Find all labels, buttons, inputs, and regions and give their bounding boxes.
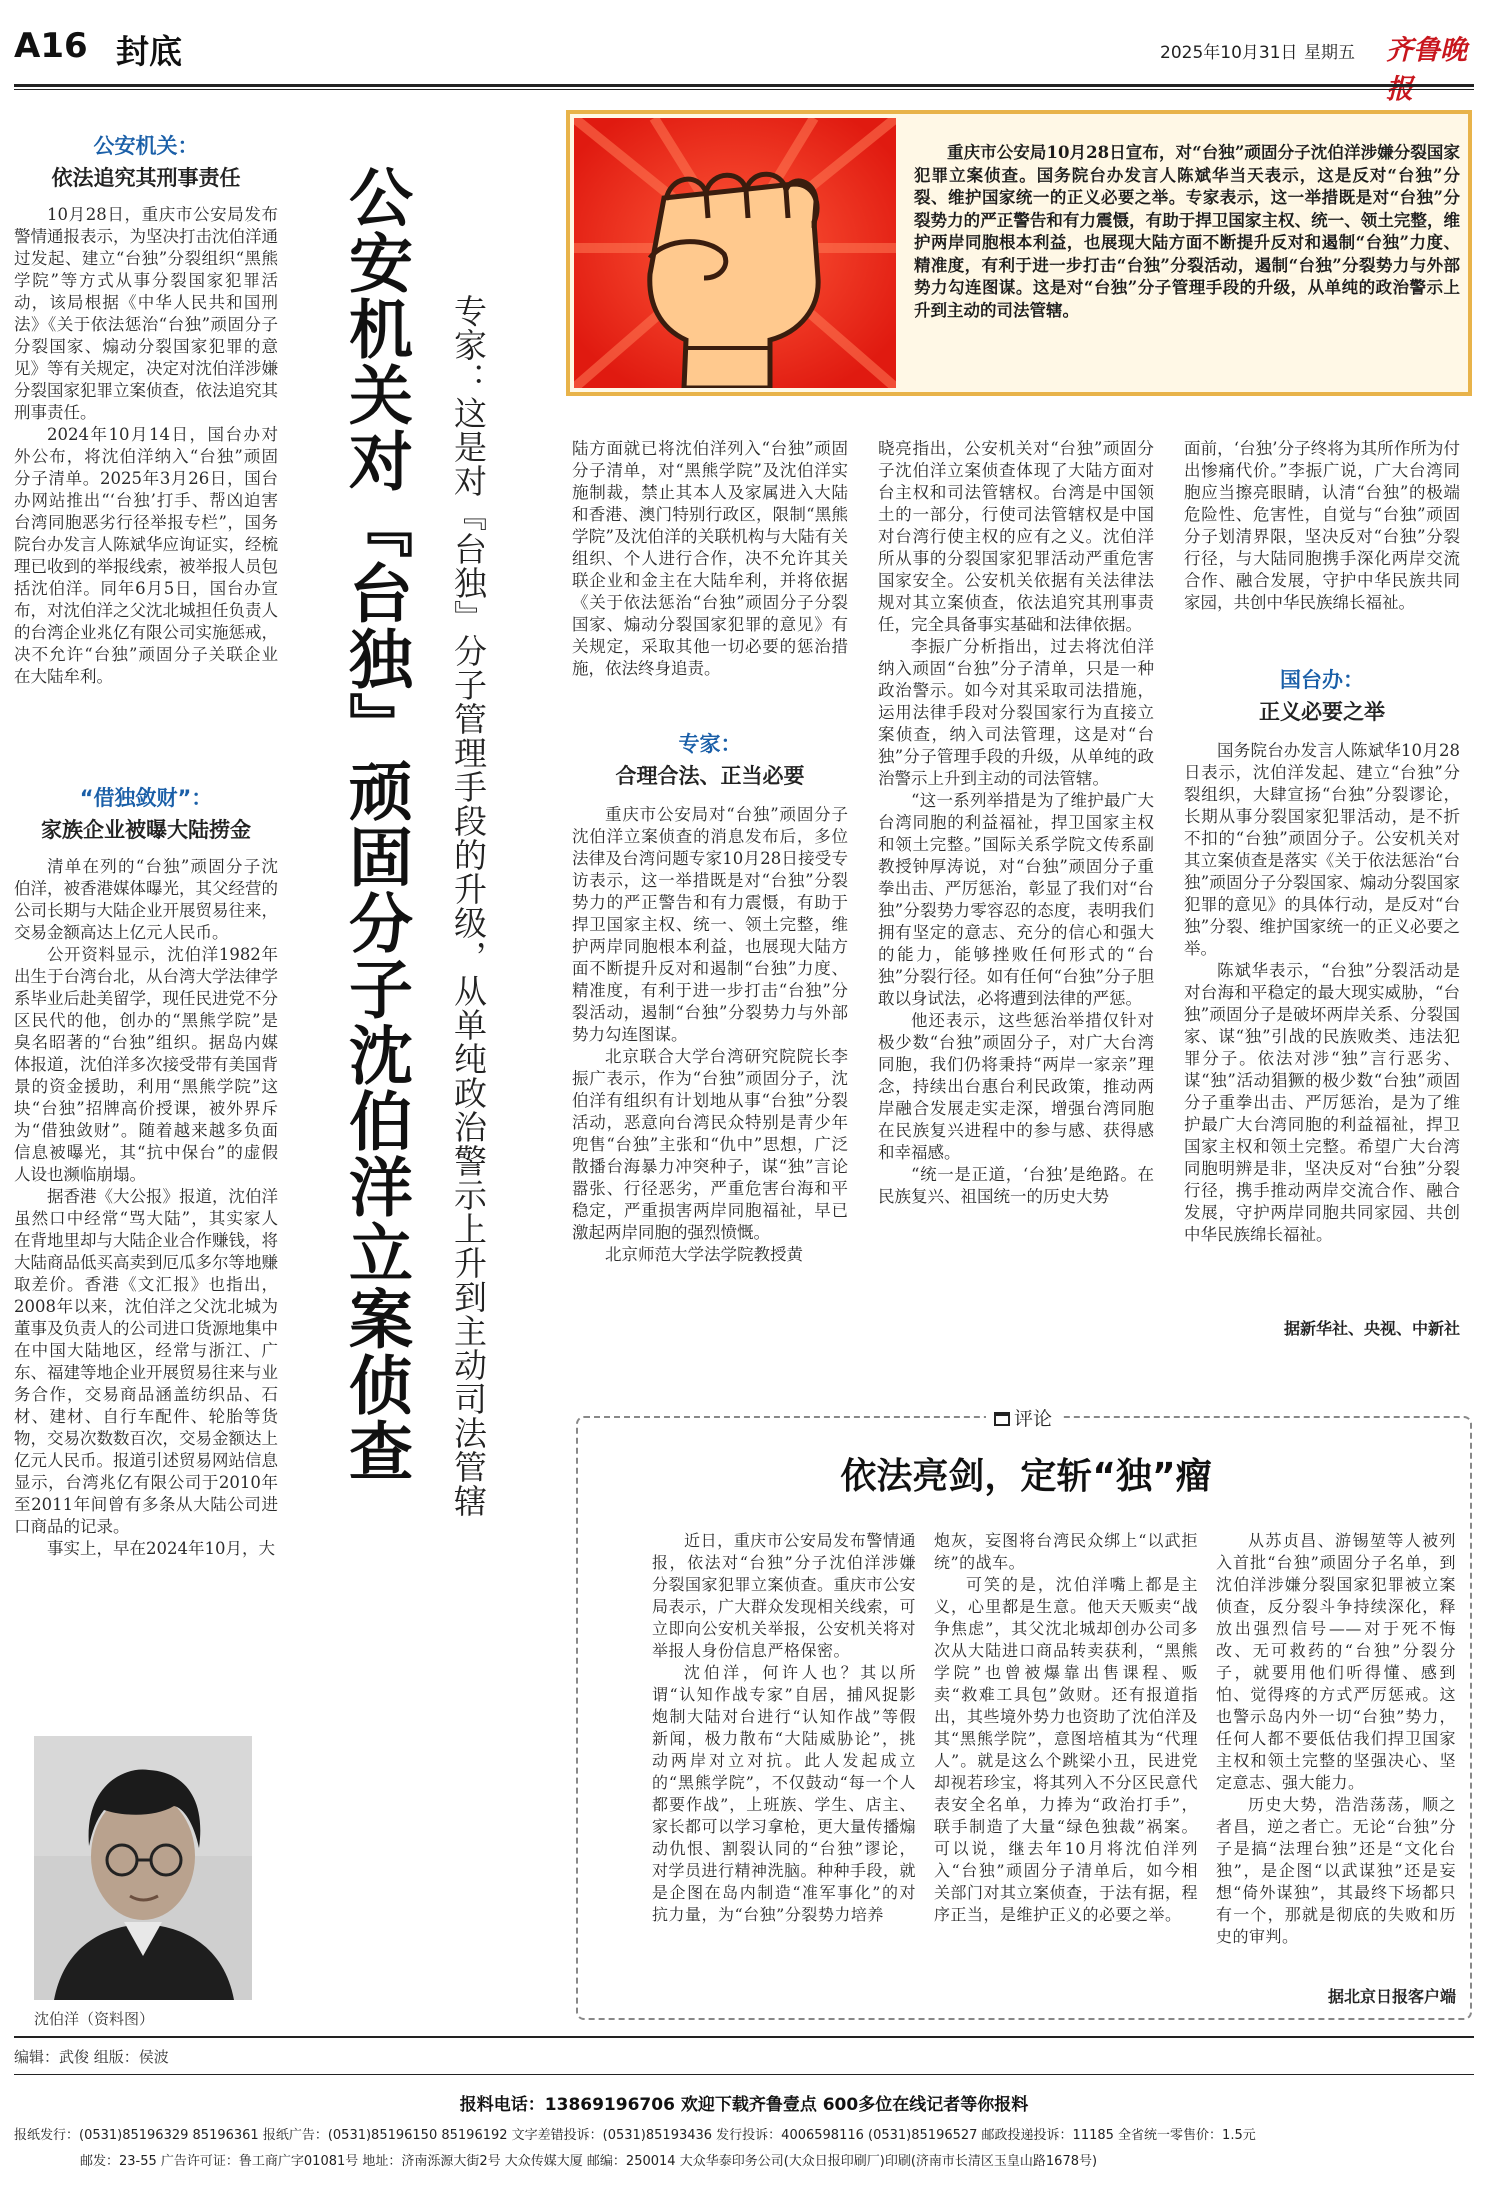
main-headline: 公安机关对『台独』顽固分子沈伯洋立案侦查 bbox=[338, 164, 412, 1484]
commentary-tag-label: 评论 bbox=[1014, 1408, 1053, 1430]
footer-info-line-2: 邮发：23-55 广告许可证：鲁工商广字01081号 地址：济南泺源大街2号 大众传媒大厦 邮编：250014 大众华泰印务公司(大众日报印刷厂)印刷(济南市长清区玉皇山路1678号) bbox=[80, 2154, 1098, 2169]
paragraph: 北京联合大学台湾研究院院长李振广表示，作为“台独”顽固分子，沈伯洋有组织有计划地从事“台独”分裂活动，恶意向台湾民众特别是青少年兜售“台独”主张和“仇中”思想，广泛散播台海暴力冲突种子，谋“独”言论嚣张、行径恶劣，严重危害台海和平稳定，严重损害两岸同胞福祉，早已激起两岸同胞的强烈愤慨。 bbox=[572, 1047, 848, 1242]
paragraph: 北京师范大学法学院教授黄 bbox=[605, 1245, 803, 1264]
left-text-1 bbox=[14, 204, 278, 688]
fist-illustration bbox=[574, 118, 896, 388]
article-source: 据新华社、央视、中新社 bbox=[1283, 1319, 1460, 1338]
paragraph: 从苏贞昌、游锡堃等人被列入首批“台独”顽固分子名单，到沈伯洋涉嫌分裂国家犯罪被立案侦查，反分裂斗争持续深化，释放出强烈信号——对于死不悔改、无可救药的“台独”分裂分子，就要用他们听得懂、感到怕、觉得疼的方式严厉惩戒。这也警示岛内外一切“台独”势力，任何人都不要低估我们捍卫国家主权和领土完整的坚强决心、坚定意志、强大能力。 bbox=[1216, 1531, 1456, 1792]
commentary-col-3 bbox=[1216, 1530, 1456, 1948]
paragraph: 可笑的是，沈伯洋嘴上都是主义，心里都是生意。他天天贩卖“战争焦虑”，其父沈北城却创办公司多次从大陆进口商品转卖获利，“黑熊学院”也曾被爆靠出售课程、贩卖“救难工具包”敛财。还有报道指出，其些境外势力也资助了沈伯洋及其“黑熊学院”，意图培植其为“代理人”。就是这么个跳梁小丑，民进党却视若珍宝，将其列入不分区民意代表安全名单，力捧为“政治打手”，联手制造了大量“绿色独裁”祸案。可以说，继去年10月将沈伯洋列入“台独”顽固分子清单后，如今相关部门对其立案侦查，于法有据，程序正当，是维护正义的必要之举。 bbox=[934, 1575, 1199, 1924]
section-title: 依法追究其刑事责任 bbox=[51, 166, 241, 190]
article-col-1 bbox=[572, 438, 848, 680]
section-label: 国台办： bbox=[1280, 668, 1364, 692]
paragraph: 事实上，早在2024年10月，大 bbox=[47, 1539, 275, 1558]
article-col-3 bbox=[1184, 438, 1460, 614]
paragraph: 据香港《大公报》报道，沈伯洋虽然口中经常“骂大陆”，其实家人在背地里却与大陆企业合作赚钱，将大陆商品低买高卖到厄瓜多尔等地赚取差价。香港《文汇报》也指出，2008年以来，沈伯洋之父沈北城为董事及负责人的公司进口货源地集中在中国大陆地区，经常与浙江、广东、福建等地企业开展贸易往来与业务合作，交易商品涵盖纺织品、石材、建材、自行车配件、轮胎等货物，交易次数数百次，交易金额达上亿元人民币。报道引述贸易网站信息显示，台湾兆亿有限公司于2010年至2011年间曾有多条从大陆公司进口商品的记录。 bbox=[14, 1187, 278, 1536]
article-col-3b bbox=[1184, 740, 1460, 1246]
header-rule-thin bbox=[14, 89, 1474, 90]
raised-fist-icon bbox=[574, 118, 896, 388]
paragraph: 清单在列的“台独”顽固分子沈伯洋，被香港媒体曝光，其父经营的公司长期与大陆企业开展贸易往来，交易金额高达上亿元人民币。 bbox=[14, 857, 278, 942]
paragraph: “这一系列举措是为了维护最广大台湾同胞的利益福祉，捍卫国家主权和领土完整。”国际关系学院文传系副教授钟厚涛说，对“台独”顽固分子重拳出击、严厉惩治，彰显了我们对“台独”分裂势力零容忍的态度，表明我们拥有坚定的意志、充分的信心和强大的能力，能够挫败任何形式的“台独”分裂行径。如有任何“台独”分子胆敢以身试法，必将遭到法律的严惩。 bbox=[878, 791, 1154, 1008]
paragraph: “统一是正道，‘台独’是绝路。在民族复兴、祖国统一的历史大势 bbox=[878, 1165, 1154, 1206]
section-name: 封底 bbox=[116, 32, 182, 71]
paragraph: 晓亮指出，公安机关对“台独”顽固分子沈伯洋立案侦查体现了大陆方面对台主权和司法管辖权。台湾是中国领土的一部分，行使司法管辖权是中国对台湾行使主权的应有之义。沈伯洋所从事的分裂国家犯罪活动严重危害国家安全。公安机关依据有关法律法规对其立案侦查，依法追究其刑事责任，完全具备事实基础和法律依据。 bbox=[878, 439, 1154, 634]
sub-headline: 专家：这是对『台独』分子管理手段的升级，从单纯政治警示上升到主动司法管辖 bbox=[449, 294, 488, 1518]
issue-weekday: 星期五 bbox=[1304, 43, 1355, 63]
paragraph: 陈斌华表示，“台独”分裂活动是对台海和平稳定的最大现实威胁，“台独”顽固分子是破坏两岸关系、分裂国家、谋“独”引战的民族败类、违法犯罪分子。依法对涉“独”言行恶劣、谋“独”活动猖獗的极少数“台独”顽固分子重拳出击、严厉惩治，是为了维护最广大台湾同胞的利益福祉，捍卫国家主权和领土完整。希望广大台湾同胞明辨是非，坚决反对“台独”分裂行径，携手推动两岸交流合作、融合发展，守护两岸同胞共同家园、共创中华民族绵长福祉。 bbox=[1184, 961, 1460, 1244]
intro-text: 重庆市公安局10月28日宣布，对“台独”顽固分子沈伯洋涉嫌分裂国家犯罪立案侦查。国务院台办发言人陈斌华当天表示，这是反对“台独”分裂、维护国家统一的正义必要之举。专家表示，这一举措既是对“台独”分裂势力的严正警告和有力震慑，有助于捍卫国家主权、统一、领土完整，维护两岸同胞根本利益，也展现大陆方面不断提升反对和遏制“台独”力度、精准度，有利于进一步打击“台独”分裂活动，遏制“台独”分裂势力与外部势力勾连图谋。这是对“台独”分子管理手段的升级，从单纯的政治警示上升到主动的司法管辖。 bbox=[914, 143, 1460, 320]
commentary-tag bbox=[986, 1404, 1060, 1431]
paragraph: 炮灰，妄图将台湾民众绑上“以武拒统”的战车。 bbox=[934, 1531, 1198, 1572]
commentary-box bbox=[576, 1408, 1472, 2020]
section-label: 专家： bbox=[678, 732, 742, 756]
paragraph: 他还表示，这些惩治举措仅针对极少数“台独”顽固分子，对广大台湾同胞，我们仍将秉持“两岸一家亲”理念，持续出台惠台利民政策，推动两岸融合发展走实走深，增强台湾同胞在民族复兴进程中的参与感、获得感和幸福感。 bbox=[878, 1011, 1154, 1162]
portrait-image bbox=[34, 1736, 252, 2000]
paragraph: 10月28日，重庆市公安局发布警情通报表示，为坚决打击沈伯洋通过发起、建立“台独”分裂组织“黑熊学院”等方式从事分裂国家犯罪活动，该局根据《中华人民共和国刑法》《关于依法惩治“台独”顽固分子分裂国家、煽动分裂国家犯罪的意见》等有关规定，决定对沈伯洋涉嫌分裂国家犯罪立案侦查，依法追究其刑事责任。 bbox=[14, 205, 278, 422]
footer-rule bbox=[14, 2036, 1474, 2038]
comment-icon bbox=[994, 1412, 1010, 1426]
article-col-2 bbox=[878, 438, 1154, 1208]
paragraph: 面前，‘台独’分子终将为其所作所为付出惨痛代价。”李振广说，广大台湾同胞应当擦亮眼睛，认清“台独”的极端危险性、危害性，自觉与“台独”顽固分子划清界限，坚决反对“台独”分裂行径，与大陆同胞携手深化两岸交流合作、融合发展，守护中华民族共同家园，共创中华民族绵长福祉。 bbox=[1184, 439, 1460, 612]
footer-info-line-1: 报纸发行：(0531)85196329 85196361 报纸广告：(0531)85196150 85196192 文字差错投诉：(0531)85193436 发行投诉：4006598116 (0531)85196527 邮政投递投诉：11185 全省统一零售价：1.5元 bbox=[14, 2128, 1256, 2143]
paragraph: 陆方面就已将沈伯洋列入“台独”顽固分子清单，对“黑熊学院”及沈伯洋实施制裁，禁止其本人及家属进入大陆和香港、澳门特别行政区，限制“黑熊学院”及沈伯洋的关联机构与大陆有关组织、个人进行合作，决不允许其关联企业和金主在大陆牟利，并将依据《关于依法惩治“台独”顽固分子分裂国家、煽动分裂国家犯罪的意见》有关规定，采取其他一切必要的惩治措施，依法终身追责。 bbox=[572, 439, 848, 678]
paragraph: 重庆市公安局对“台独”顽固分子沈伯洋立案侦查的消息发布后，多位法律及台湾问题专家10月28日接受专访表示，这一举措既是对“台独”分裂势力的严正警告和有力震慑，有助于捍卫国家主权、统一、领土完整，维护两岸同胞根本利益，也展现大陆方面不断提升反对和遏制“台独”力度、精准度，有利于进一步打击“台独”分裂活动，遏制“台独”分裂势力与外部势力勾连图谋。 bbox=[572, 805, 848, 1044]
footer-rule-2 bbox=[14, 2074, 1474, 2075]
commentary-source: 据北京日报客户端 bbox=[1327, 1987, 1456, 2006]
masthead-logo: 齐鲁晚 bbox=[1386, 35, 1467, 66]
section-label: “借独敛财”： bbox=[79, 786, 213, 810]
commentary-col-1 bbox=[652, 1530, 916, 1926]
section-title: 正义必要之举 bbox=[1259, 700, 1385, 724]
paragraph: 历史大势，浩浩荡荡，顺之者昌，逆之者亡。无论“台独”分子是搞“法理台独”还是“文化台独”，是企图“以武谋独”还是妄想“倚外谋独”，其最终下场都只有一个，那就是彻底的失败和历史的审判。 bbox=[1216, 1795, 1456, 1946]
paragraph: 近日，重庆市公安局发布警情通报，依法对“台独”分子沈伯洋涉嫌分裂国家犯罪立案侦查。重庆市公安局表示，广大群众发现相关线索，可立即向公安机关举报，公安机关将对举报人身份信息严格保密。 bbox=[652, 1531, 917, 1660]
page-header bbox=[14, 22, 1474, 71]
page-number: A16 bbox=[14, 26, 88, 66]
paragraph: 公开资料显示，沈伯洋1982年出生于台湾台北，从台湾大学法律学系毕业后赴美留学，现任民进党不分区民代的他，创办的“黑熊学院”是臭名昭著的“台独”组织。据岛内媒体报道，沈伯洋多次接受带有美国背景的资金援助，利用“黑熊学院”这块“台独”招牌高价授课，被外界斥为“借独敛财”。随着越来越多负面信息被曝光，其“抗中保台”的虚假人设也濒临崩塌。 bbox=[14, 945, 278, 1184]
hotline-banner: 报料电话：13869196706 欢迎下载齐鲁壹点 600多位在线记者等你报料 bbox=[459, 2095, 1029, 2115]
editor-credit: 编辑：武俊 组版：侯波 bbox=[14, 2048, 169, 2066]
section-title: 家族企业被曝大陆捞金 bbox=[41, 818, 251, 842]
intro-box bbox=[566, 110, 1472, 396]
section-title: 合理合法、正当必要 bbox=[615, 764, 805, 788]
issue-date: 2025年10月31日 bbox=[1160, 43, 1298, 63]
paragraph: 沈伯洋，何许人也？其以所谓“认知作战专家”自居，捕风捉影炮制大陆对台进行“认知作战”等假新闻，极力散布“大陆威胁论”，挑动两岸对立对抗。此人发起成立的“黑熊学院”，不仅鼓动“每一个人都要作战”，上班族、学生、店主、家长都可以学习拿枪，更大量传播煽动仇恨、割裂认同的“台独”谬论，对学员进行精神洗脑。种种手段，就是企图在岛内制造“准军事化”的对抗力量，为“台独”分裂势力培养 bbox=[652, 1663, 917, 1924]
left-text-2 bbox=[14, 856, 278, 1560]
commentary-title: 依法亮剑，定斩“独”瘤 bbox=[840, 1456, 1212, 1497]
header-rule bbox=[14, 84, 1474, 87]
paragraph: 国务院台办发言人陈斌华10月28日表示，沈伯洋发起、建立“台独”分裂组织，大肆宣扬“台独”分裂谬论，长期从事分裂国家犯罪活动，是不折不扣的“台独”顽固分子。公安机关对其立案侦查是落实《关于依法惩治“台独”顽固分子分裂国家、煽动分裂国家犯罪的意见》的具体行动，是反对“台独”分裂、维护国家统一的正义必要之举。 bbox=[1184, 741, 1460, 958]
article-col-1b bbox=[572, 804, 848, 1266]
paragraph: 李振广分析指出，过去将沈伯洋纳入顽固“台独”分子清单，只是一种政治警示。如今对其采取司法措施，运用法律手段对分裂国家行为直接立案侦查，纳入司法管理，这是对“台独”分子管理手段的升级，从单纯的政治警示上升到主动的司法管辖。 bbox=[878, 637, 1154, 788]
paragraph: 2024年10月14日，国台办对外公布，将沈伯洋纳入“台独”顽固分子清单。2025年3月26日，国台办网站推出“‘台独’打手、帮凶迫害台湾同胞恶劣行径举报专栏”，国务院台办发言人陈斌华应询证实，经梳理已收到的举报线索，被举报人员包括沈伯洋。同年6月5日，国台办宣布，对沈伯洋之父沈北城担任负责人的台湾企业兆亿有限公司实施惩戒，决不允许“台独”顽固分子关联企业在大陆牟利。 bbox=[14, 425, 278, 686]
portrait-photo bbox=[34, 1736, 252, 2000]
section-label: 公安机关： bbox=[93, 134, 199, 158]
photo-caption: 沈伯洋（资料图） bbox=[34, 2010, 155, 2028]
commentary-col-2 bbox=[934, 1530, 1198, 1926]
